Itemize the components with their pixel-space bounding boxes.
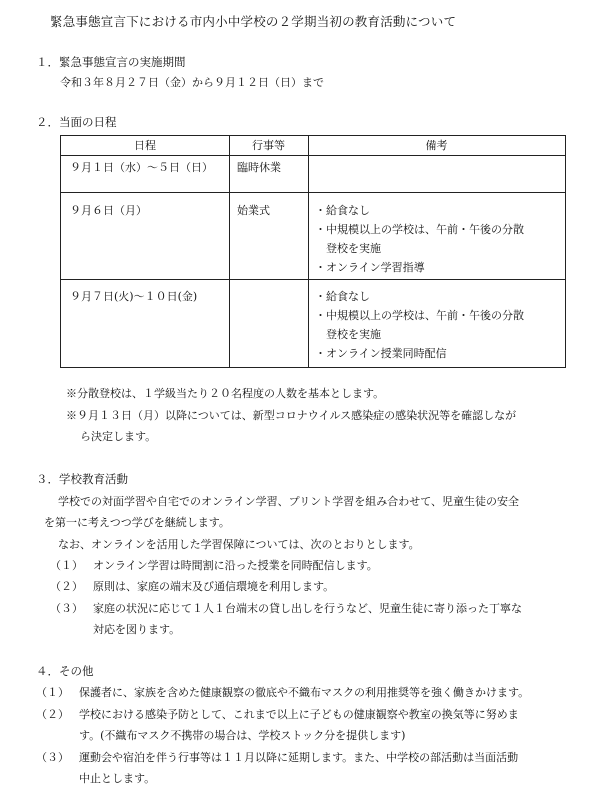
section2-heading: ２．当面の日程 xyxy=(36,115,117,129)
table-header-notes: 備考 xyxy=(425,139,448,152)
section3-para1: 学校での対面学習や自宅でのオンライン学習、プリント学習を組み合わせて、児童生徒の安全 xyxy=(58,495,520,508)
row2-date: ９月６日（月） xyxy=(70,204,147,217)
section1-heading: １．緊急事態宣言の実施期間 xyxy=(36,55,186,69)
section4-item-text-cont: 中止とします。 xyxy=(79,772,156,785)
row1-event: 臨時休業 xyxy=(237,161,281,174)
section4-item-number: （１） xyxy=(36,686,69,699)
emergency-period-text: 令和３年８月２７日（金）から９月１２日（日）まで xyxy=(60,76,324,89)
row3-note: ・給食なし xyxy=(315,290,370,303)
section4-item-number: （２） xyxy=(36,708,69,721)
section3-item-text: 原則は、家庭の端末及び通信環境を利用します。 xyxy=(93,580,335,593)
row3-note: ・オンライン授業同時配信 xyxy=(315,347,447,360)
document-title: 緊急事態宣言下における市内小中学校の２学期当初の教育活動について xyxy=(50,14,457,29)
row3-date: ９月７日(火)～１０日(金) xyxy=(70,290,198,303)
section3-item-number: （３） xyxy=(50,602,83,615)
note-after-sept13-cont: ら決定します。 xyxy=(80,430,157,443)
section3-item-text: オンライン学習は時間割に沿った授業を同時配信します。 xyxy=(93,559,378,572)
section3-heading: ３．学校教育活動 xyxy=(36,472,128,486)
section4-item-text: 学校における感染予防として、これまで以上に子どもの健康観察や教室の換気等に努めま xyxy=(79,708,519,721)
note-after-sept13: ※９月１３日（月）以降については、新型コロナウイルス感染症の感染状況等を確認しなが xyxy=(66,409,517,422)
row1-date: ９月１日（水）～５日（日） xyxy=(70,161,213,174)
section4-item-text: 運動会や宿泊を伴う行事等は１１月以降に延期します。また、中学校の部活動は当面活動 xyxy=(79,751,519,764)
section3-item-number: （２） xyxy=(50,580,83,593)
section4-item-text-cont: す。(不織布マスク不携帯の場合は、学校ストック分を提供します) xyxy=(79,729,406,742)
row2-note: ・中規模以上の学校は、午前・午後の分散 xyxy=(315,223,524,236)
schedule-table xyxy=(60,135,566,368)
table-header-date: 日程 xyxy=(134,139,156,152)
row2-note: ・給食なし xyxy=(315,204,370,217)
section3-item-text-cont: 対応を図ります。 xyxy=(93,623,181,636)
section3-item-number: （１） xyxy=(50,559,83,572)
row3-note: ・中規模以上の学校は、午前・午後の分散 xyxy=(315,309,524,322)
section4-item-text: 保護者に、家族を含めた健康観察の徹底や不織布マスクの利用推奨等を強く働きかけます。 xyxy=(79,686,530,699)
row3-note: 登校を実施 xyxy=(326,328,381,341)
section3-para1-cont: を第一に考えつつ学びを継続します。 xyxy=(44,516,230,529)
section4-heading: ４．その他 xyxy=(36,664,94,678)
section3-para2: なお、オンラインを活用した学習保障については、次のとおりとします。 xyxy=(58,538,420,551)
row2-note: 登校を実施 xyxy=(326,242,381,255)
section4-item-number: （３） xyxy=(36,751,69,764)
table-header-event: 行事等 xyxy=(252,139,285,152)
row2-event: 始業式 xyxy=(237,204,270,217)
note-distributed-attendance: ※分散登校は、１学級当たり２０名程度の人数を基本とします。 xyxy=(66,387,385,400)
row2-note: ・オンライン学習指導 xyxy=(315,261,425,274)
section3-item-text: 家庭の状況に応じて１人１台端末の貸し出しを行うなど、児童生徒に寄り添った丁寧な xyxy=(93,602,522,615)
